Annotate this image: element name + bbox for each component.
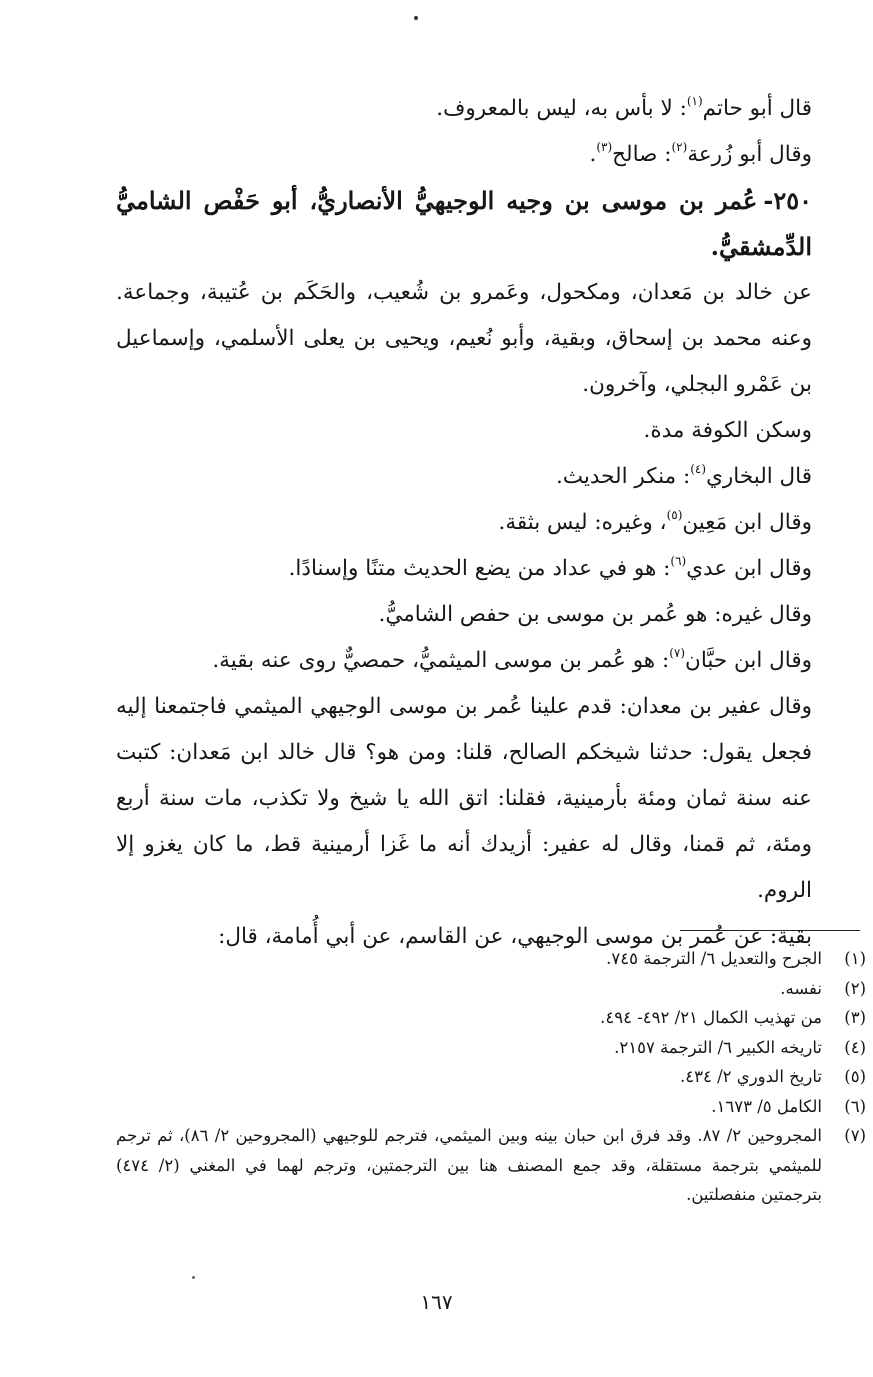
footnote-1: (١) الجرح والتعديل ٦/ الترجمة ٧٤٥. [606,949,866,968]
main-text [116,86,840,960]
line-bukhari: قال البخاري$^{(٤)}$: منكر الحديث. [555,462,812,489]
para-transmitters: عن خالد بن مَعدان، ومكحول، وعَمرو بن شُعيب، والحَكَم بن عُتيبة، وجماعة. وعنه محمد بن إسحاق، وبقية، وأبو نُعيم، ويحيى بن يعلى الأسلمي، وإسماعيل بن عَمْرو البجلي، وآخرون. [116,280,812,397]
footnote-7: (٧) المجروحين ٢/ ٨٧. وقد فرق ابن حبان بينه وبين الميثمي، فترجم للوجيهي (المجروحين ٢/ ٨٦)، ثم ترجم للميثمي بترجمة مستقلة، وقد جمع المصنف هنا بين الترجمتين، وترجم لهما في المغني (٢/ ٤٧٤) بترجمتين منفصلتين. [116,1126,866,1204]
entry-name: عُمر بن موسى بن وجيه الوجيهيُّ الأنصاريُّ، أبو حَفْص الشاميُّ الدِّمشقيُّ. [116,186,812,261]
line-abu-zura: وقال أبو زُرعة$^{(٢)}$: صالح$^{(٣)}$. [589,140,812,167]
para-kufa: وسكن الكوفة مدة. [643,418,812,443]
footnote-ref[interactable]: (٥) [666,508,683,522]
line-ibn-maeen: وقال ابن مَعِين$^{(٥)}$، وغيره: ليس بثقة. [498,508,812,535]
ink-speck [192,1276,195,1279]
footnote-6: (٦) الكامل ٥/ ١٦٧٣. [711,1096,866,1116]
footnote-2: (٢) نفسه. [780,978,866,998]
footnote-ref[interactable]: (٢) [671,140,688,154]
footnotes [116,944,866,1210]
footnote-5: (٥) تاريخ الدوري ٢/ ٤٣٤. [680,1067,866,1086]
line-ibn-adi: وقال ابن عدي$^{(٦)}$: هو في عداد من يضع الحديث متنًا وإسنادًا. [288,554,812,581]
entry-number: ٢٥٠- [763,186,812,215]
footnote-3: (٣) من تهذيب الكمال ٢١/ ٤٩٢- ٤٩٤. [600,1008,866,1027]
line-ghayruh: وقال غيره: هو عُمر بن موسى بن حفص الشاميُّ. [378,602,812,627]
entry-heading [116,178,840,270]
footnote-4: (٤) تاريخه الكبير ٦/ الترجمة ٢١٥٧. [614,1037,866,1057]
line-ibn-hibban: وقال ابن حبَّان$^{(٧)}$: هو عُمر بن موسى الميثميُّ، حمصيٌّ روى عنه بقية. [212,646,812,673]
footnote-ref[interactable]: (١) [686,94,703,108]
line-baqiyya: بقية: عن عُمر بن موسى الوجيهي، عن القاسم، عن أبي أُمامة، قال: [218,924,812,949]
footnote-ref[interactable]: (٤) [690,462,707,476]
footnote-ref[interactable]: (٣) [596,140,613,154]
line-abu-hatim: قال أبو حاتم$^{(١)}$: لا بأس به، ليس بالمعروف. [436,94,812,121]
para-ufair: وقال عفير بن معدان: قدم علينا عُمر بن موسى الوجيهي الميثمي فاجتمعنا إليه فجعل يقول: حدثنا شيخكم الصالح، قلنا: ومن هو؟ قال خالد ابن مَعدان: كتبت عنه سنة ثمان ومئة بأرمينية، فقلنا: اتق الله يا شيخ ولا تكذب، مات سنة أربع ومئة، ثم قمنا، وقال له عفير: أزيدك أنه ما غَزا أرمينية قط، ما كان يغزو إلا الروم. [116,694,812,903]
ink-speck [414,16,418,20]
footnote-ref[interactable]: (٦) [670,554,687,568]
footnote-ref[interactable]: (٧) [669,646,686,660]
page-number: ١٦٧ [420,1290,453,1314]
footnote-divider [680,930,860,931]
